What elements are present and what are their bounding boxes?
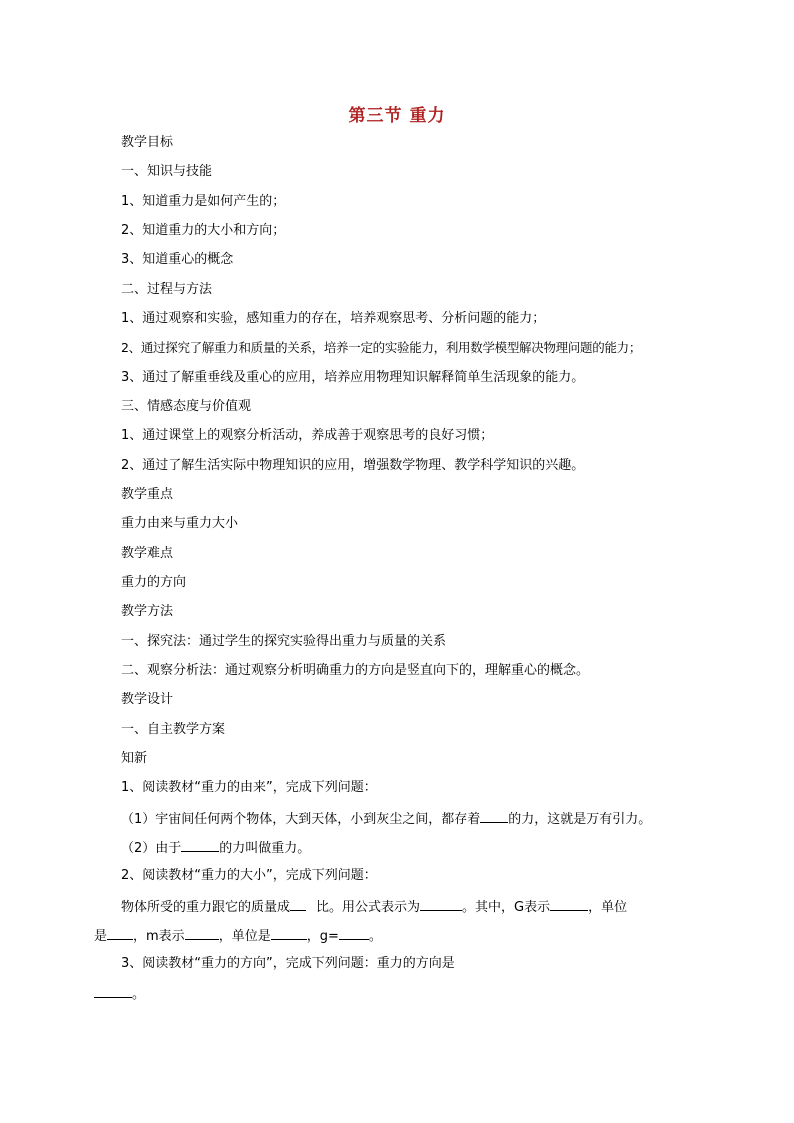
text-line: 重力由来与重力大小	[121, 516, 239, 531]
answer-blank[interactable]	[107, 926, 133, 940]
question-text: （1）宇宙间任何两个物体，大到天体，小到灰尘之间，都存着	[121, 812, 481, 827]
question-text: 比。用公式表示为	[316, 900, 421, 915]
text-line: 知新	[121, 751, 148, 766]
question-text: 是	[94, 929, 108, 944]
question-text: ，m表示	[133, 929, 185, 944]
text-line: 1、通过观察和实验，感知重力的存在，培养观察思考、分析问题的能力；	[121, 311, 546, 326]
question-text: 。	[368, 929, 382, 944]
question-text: （2）由于	[121, 841, 182, 856]
answer-blank[interactable]	[420, 897, 462, 911]
text-line: 1、通过课堂上的观察分析活动，养成善于观察思考的良好习惯；	[121, 428, 494, 443]
text-line: 1、阅读教材“重力的由来”，完成下列问题：	[121, 780, 377, 795]
answer-blank[interactable]	[185, 926, 219, 940]
answer-blank[interactable]	[271, 926, 307, 940]
text-line: 2、通过了解生活实际中物理知识的应用，增强数学物理、教学科学知识的兴趣。	[121, 458, 585, 473]
question-3-line2	[94, 984, 145, 1004]
question-text: 。其中，G表示	[462, 900, 551, 915]
page-title: 第三节 重力	[348, 106, 446, 126]
question-1a	[121, 809, 651, 829]
section-heading: 教学方法	[121, 604, 174, 619]
text-line: 2、通过探究了解重力和质量的关系，培养一定的实验能力，利用数学模型解决物理问题的能力；	[121, 340, 642, 355]
text-line: 三、情感态度与价值观	[121, 399, 252, 414]
question-text: ，g=	[306, 929, 339, 944]
question-2-line2	[94, 926, 382, 946]
section-heading: 教学重点	[121, 487, 174, 502]
text-line: 重力的方向	[121, 575, 187, 590]
answer-blank[interactable]	[339, 926, 369, 940]
question-3-line1	[121, 955, 455, 973]
text-line: 教学目标	[121, 135, 174, 150]
question-text: 3、阅读教材“重力的方向”，完成下列问题：重力的方向是	[121, 956, 455, 971]
question-text: ，单位	[588, 900, 628, 915]
text-line: 1、知道重力是如何产生的；	[121, 194, 286, 209]
question-text: ，单位是	[218, 929, 271, 944]
question-2-line1	[121, 897, 627, 917]
text-line: 二、观察分析法：通过观察分析明确重力的方向是竖直向下的，理解重心的概念。	[121, 663, 590, 678]
text-line: 二、过程与方法	[121, 282, 213, 297]
text-line: 一、探究法：通过学生的探究实验得出重力与质量的关系	[121, 634, 447, 649]
answer-blank[interactable]	[94, 984, 132, 998]
answer-blank[interactable]	[550, 897, 588, 911]
question-text: 的力，这就是万有引力。	[508, 812, 652, 827]
answer-blank[interactable]	[290, 897, 306, 911]
question-text: 物体所受的重力跟它的质量成	[121, 900, 291, 915]
text-line: 2、阅读教材“重力的大小”，完成下列问题：	[121, 868, 377, 883]
text-line: 3、知道重心的概念	[121, 252, 234, 267]
text-line: 一、知识与技能	[121, 164, 213, 179]
question-text: 。	[132, 987, 146, 1002]
section-heading: 教学设计	[121, 692, 174, 707]
text-line: 3、通过了解重垂线及重心的应用，培养应用物理知识解释简单生活现象的能力。	[121, 370, 585, 385]
answer-blank[interactable]	[480, 809, 508, 823]
question-text: 的力叫做重力。	[219, 841, 311, 856]
text-line: 一、自主教学方案	[121, 722, 226, 737]
section-heading: 教学难点	[121, 546, 174, 561]
answer-blank[interactable]	[181, 838, 219, 852]
text-line: 2、知道重力的大小和方向；	[121, 223, 286, 238]
question-1b	[121, 838, 310, 858]
